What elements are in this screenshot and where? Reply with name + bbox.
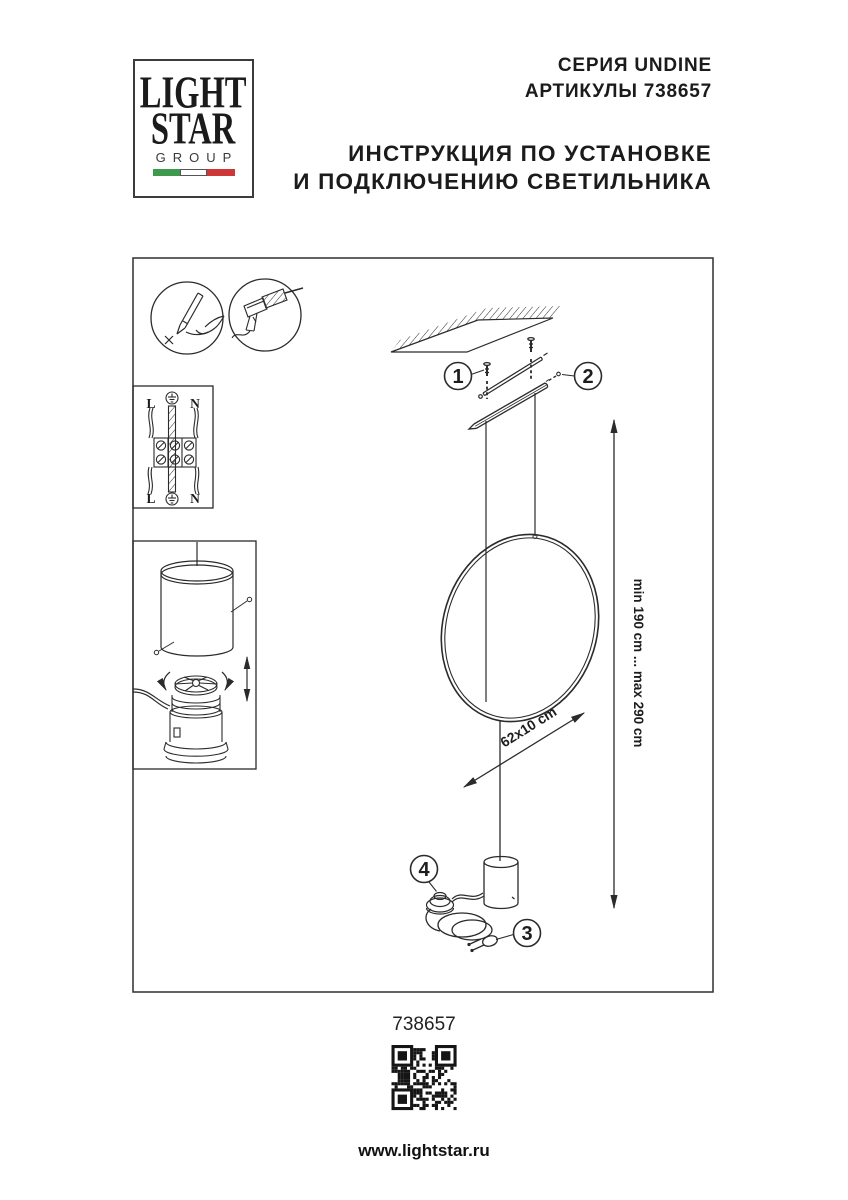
label-neutral-bottom: N bbox=[190, 491, 200, 506]
ceiling bbox=[391, 306, 562, 352]
italian-flag bbox=[153, 168, 235, 177]
spoke-wheel bbox=[175, 676, 217, 695]
logo-line-group: GROUP bbox=[155, 150, 239, 165]
width-dimension-label: 62x10 cm bbox=[497, 703, 560, 751]
dimmer-knob bbox=[427, 893, 485, 915]
svg-text:1: 1 bbox=[452, 366, 464, 388]
website-url: www.lightstar.ru bbox=[358, 1141, 490, 1160]
page-title bbox=[293, 140, 712, 196]
rotate-arrows bbox=[164, 672, 228, 690]
canopy-rail bbox=[469, 380, 549, 430]
label-neutral-top: N bbox=[190, 396, 200, 411]
title-line-2: И ПОДКЛЮЧЕНИЮ СВЕТИЛЬНИКА bbox=[293, 169, 712, 194]
width-dimension bbox=[464, 703, 584, 787]
callouts bbox=[411, 363, 602, 947]
label-live-bottom: L bbox=[146, 491, 156, 506]
power-plug-cord bbox=[426, 909, 499, 952]
header-series-block bbox=[525, 53, 712, 105]
power-plug bbox=[468, 934, 499, 951]
logo-line-light: LIGHT bbox=[140, 67, 247, 118]
callout-1 bbox=[445, 363, 485, 390]
svg-text:4: 4 bbox=[418, 859, 430, 881]
screw bbox=[528, 338, 534, 380]
threaded-base bbox=[164, 695, 228, 763]
height-dimension-label: min 190 cm ... max 290 cm bbox=[631, 578, 646, 748]
shade-cylinder bbox=[161, 561, 233, 656]
lightstar-logo bbox=[133, 59, 254, 198]
callout-3 bbox=[496, 920, 541, 947]
canopy-detail-inset bbox=[133, 541, 256, 769]
screw-pointers bbox=[154, 597, 251, 654]
qr-code bbox=[392, 1045, 457, 1110]
height-dimension bbox=[614, 420, 646, 908]
svg-text:2: 2 bbox=[582, 366, 594, 388]
earth-symbol-top bbox=[166, 392, 178, 404]
callout-2 bbox=[547, 363, 602, 390]
screw bbox=[484, 363, 490, 399]
cord-weight bbox=[484, 857, 518, 909]
article-number-footer: 738657 bbox=[392, 1014, 456, 1035]
mounting-bracket bbox=[479, 338, 548, 399]
article-number-header: АРТИКУЛЫ 738657 bbox=[524, 81, 712, 102]
label-live-top: L bbox=[146, 396, 156, 411]
ring-lamp bbox=[419, 515, 622, 742]
series-name: СЕРИЯ UNDINE bbox=[557, 55, 712, 76]
earth-symbol-bottom bbox=[166, 493, 178, 505]
svg-text:3: 3 bbox=[521, 923, 533, 945]
wiring-diagram bbox=[133, 386, 213, 508]
title-line-1: ИНСТРУКЦИЯ ПО УСТАНОВКЕ bbox=[348, 141, 712, 166]
logo-line-star: STAR bbox=[151, 103, 236, 154]
mark-spot-icon bbox=[151, 282, 224, 354]
suspension-cables bbox=[486, 393, 535, 702]
inlet-cord bbox=[133, 689, 170, 709]
drill-icon bbox=[229, 279, 303, 351]
callout-4 bbox=[411, 856, 438, 892]
